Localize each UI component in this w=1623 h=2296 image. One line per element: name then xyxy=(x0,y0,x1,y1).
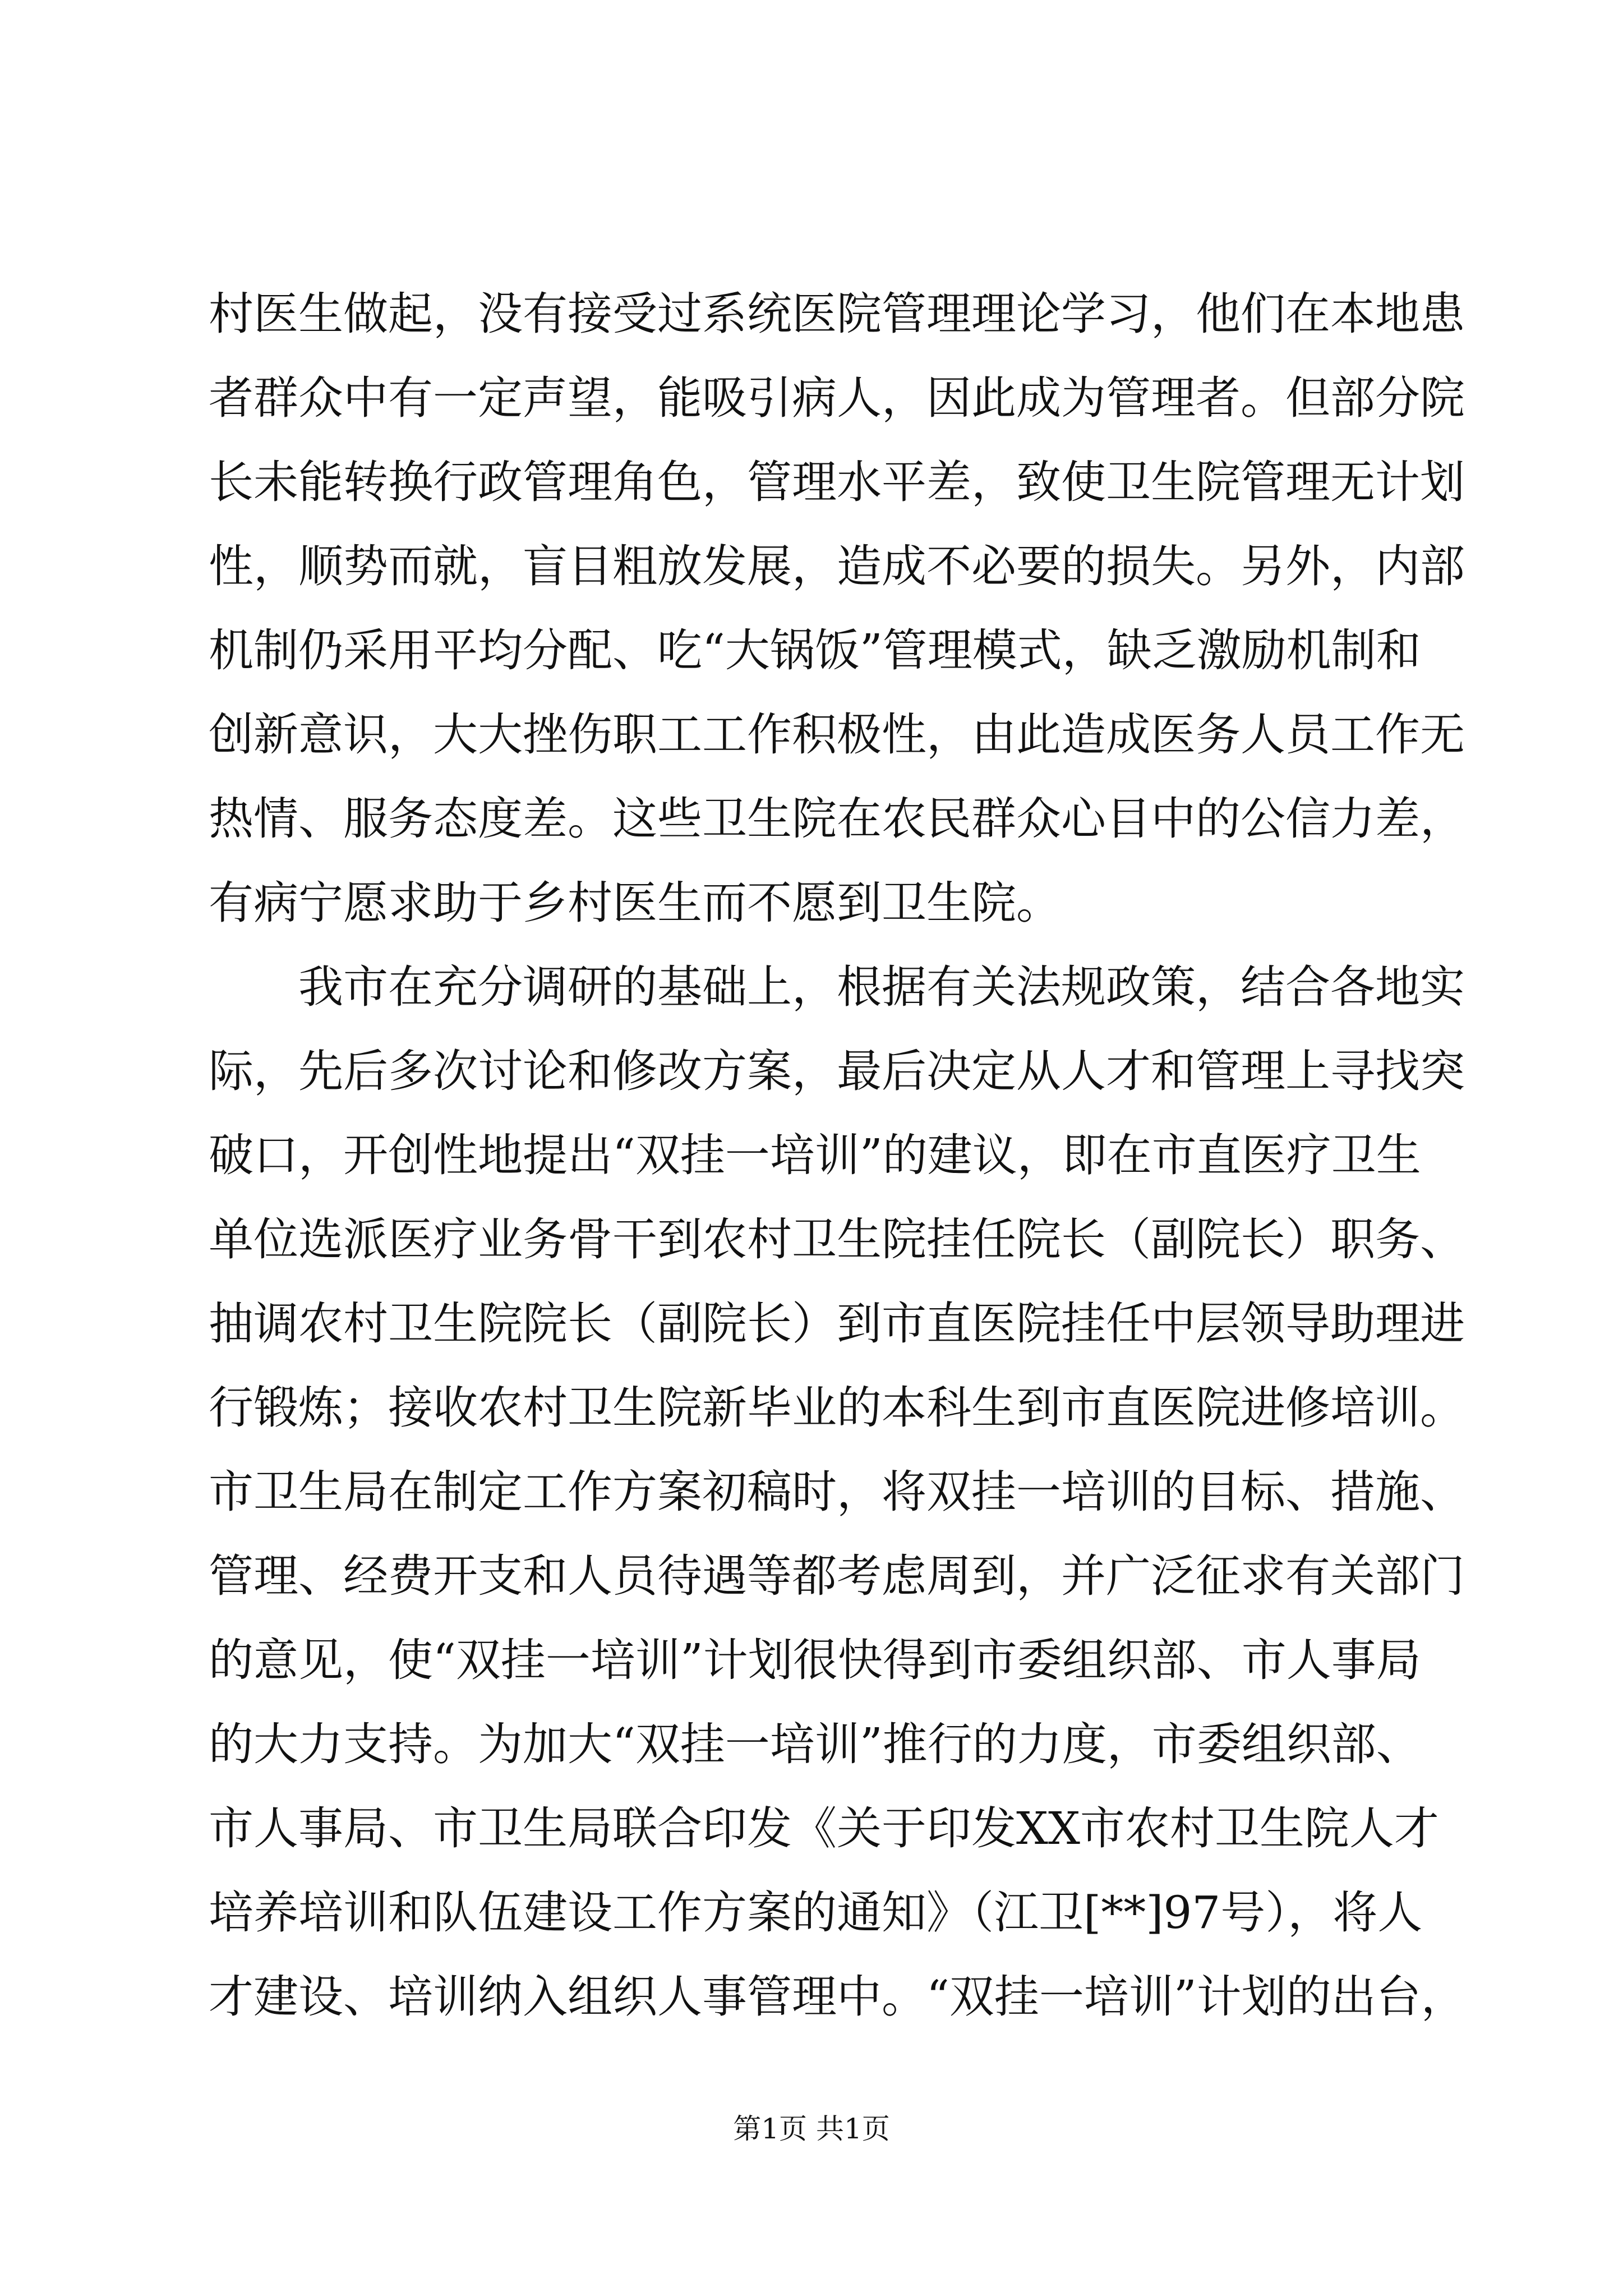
text-line: 者群众中有一定声望，能吸引病人，因此成为管理者。但部分院 xyxy=(209,372,1465,424)
text-line: 才建设、培训纳入组织人事管理中。“双挂一培训”计划的出台， xyxy=(209,1971,1466,2023)
text-line: 市卫生局在制定工作方案初稿时，将双挂一培训的目标、措施、 xyxy=(209,1466,1465,1518)
text-line: 长未能转换行政管理角色，管理水平差，致使卫生院管理无计划 xyxy=(209,456,1465,508)
text-line: 村医生做起，没有接受过系统医院管理理论学习，他们在本地患 xyxy=(209,288,1465,340)
text-line: 行锻炼；接收农村卫生院新毕业的本科生到市直医院进修培训。 xyxy=(209,1382,1465,1434)
text-line: 单位选派医疗业务骨干到农村卫生院挂任院长（副院长）职务、 xyxy=(209,1213,1465,1266)
text-line: 有病宁愿求助于乡村医生而不愿到卫生院。 xyxy=(209,877,1061,929)
text-line: 热情、服务态度差。这些卫生院在农民群众心目中的公信力差， xyxy=(209,793,1465,845)
text-line: 性，顺势而就，盲目粗放发展，造成不必要的损失。另外，内部 xyxy=(209,540,1465,592)
text-line: 的意见，使“双挂一培训”计划很快得到市委组织部、市人事局 xyxy=(209,1634,1421,1686)
text-line: 抽调农村卫生院院长（副院长）到市直医院挂任中层领导助理进 xyxy=(209,1297,1465,1350)
text-line: 机制仍采用平均分配、吃“大锅饭”管理模式，缺乏激励机制和 xyxy=(209,624,1421,677)
page-footer: 第1页 共1页 xyxy=(733,2113,890,2145)
text-line: 管理、经费开支和人员待遇等都考虑周到，并广泛征求有关部门 xyxy=(209,1550,1465,1602)
text-line: 市人事局、市卫生局联合印发《关于印发XX市农村卫生院人才 xyxy=(209,1802,1439,1855)
paragraph-first-line: 我市在充分调研的基础上，根据有关法规政策，结合各地实 xyxy=(298,961,1465,1013)
text-line: 的大力支持。为加大“双挂一培训”推行的力度，市委组织部、 xyxy=(209,1718,1421,1770)
text-line: 破口，开创性地提出“双挂一培训”的建议，即在市直医疗卫生 xyxy=(209,1129,1421,1181)
text-line: 培养培训和队伍建设工作方案的通知》（江卫[**]97号），将人 xyxy=(209,1887,1423,1939)
text-line: 际，先后多次讨论和修改方案，最后决定从人才和管理上寻找突 xyxy=(209,1045,1465,1097)
text-line: 创新意识，大大挫伤职工工作积极性，由此造成医务人员工作无 xyxy=(209,708,1465,761)
